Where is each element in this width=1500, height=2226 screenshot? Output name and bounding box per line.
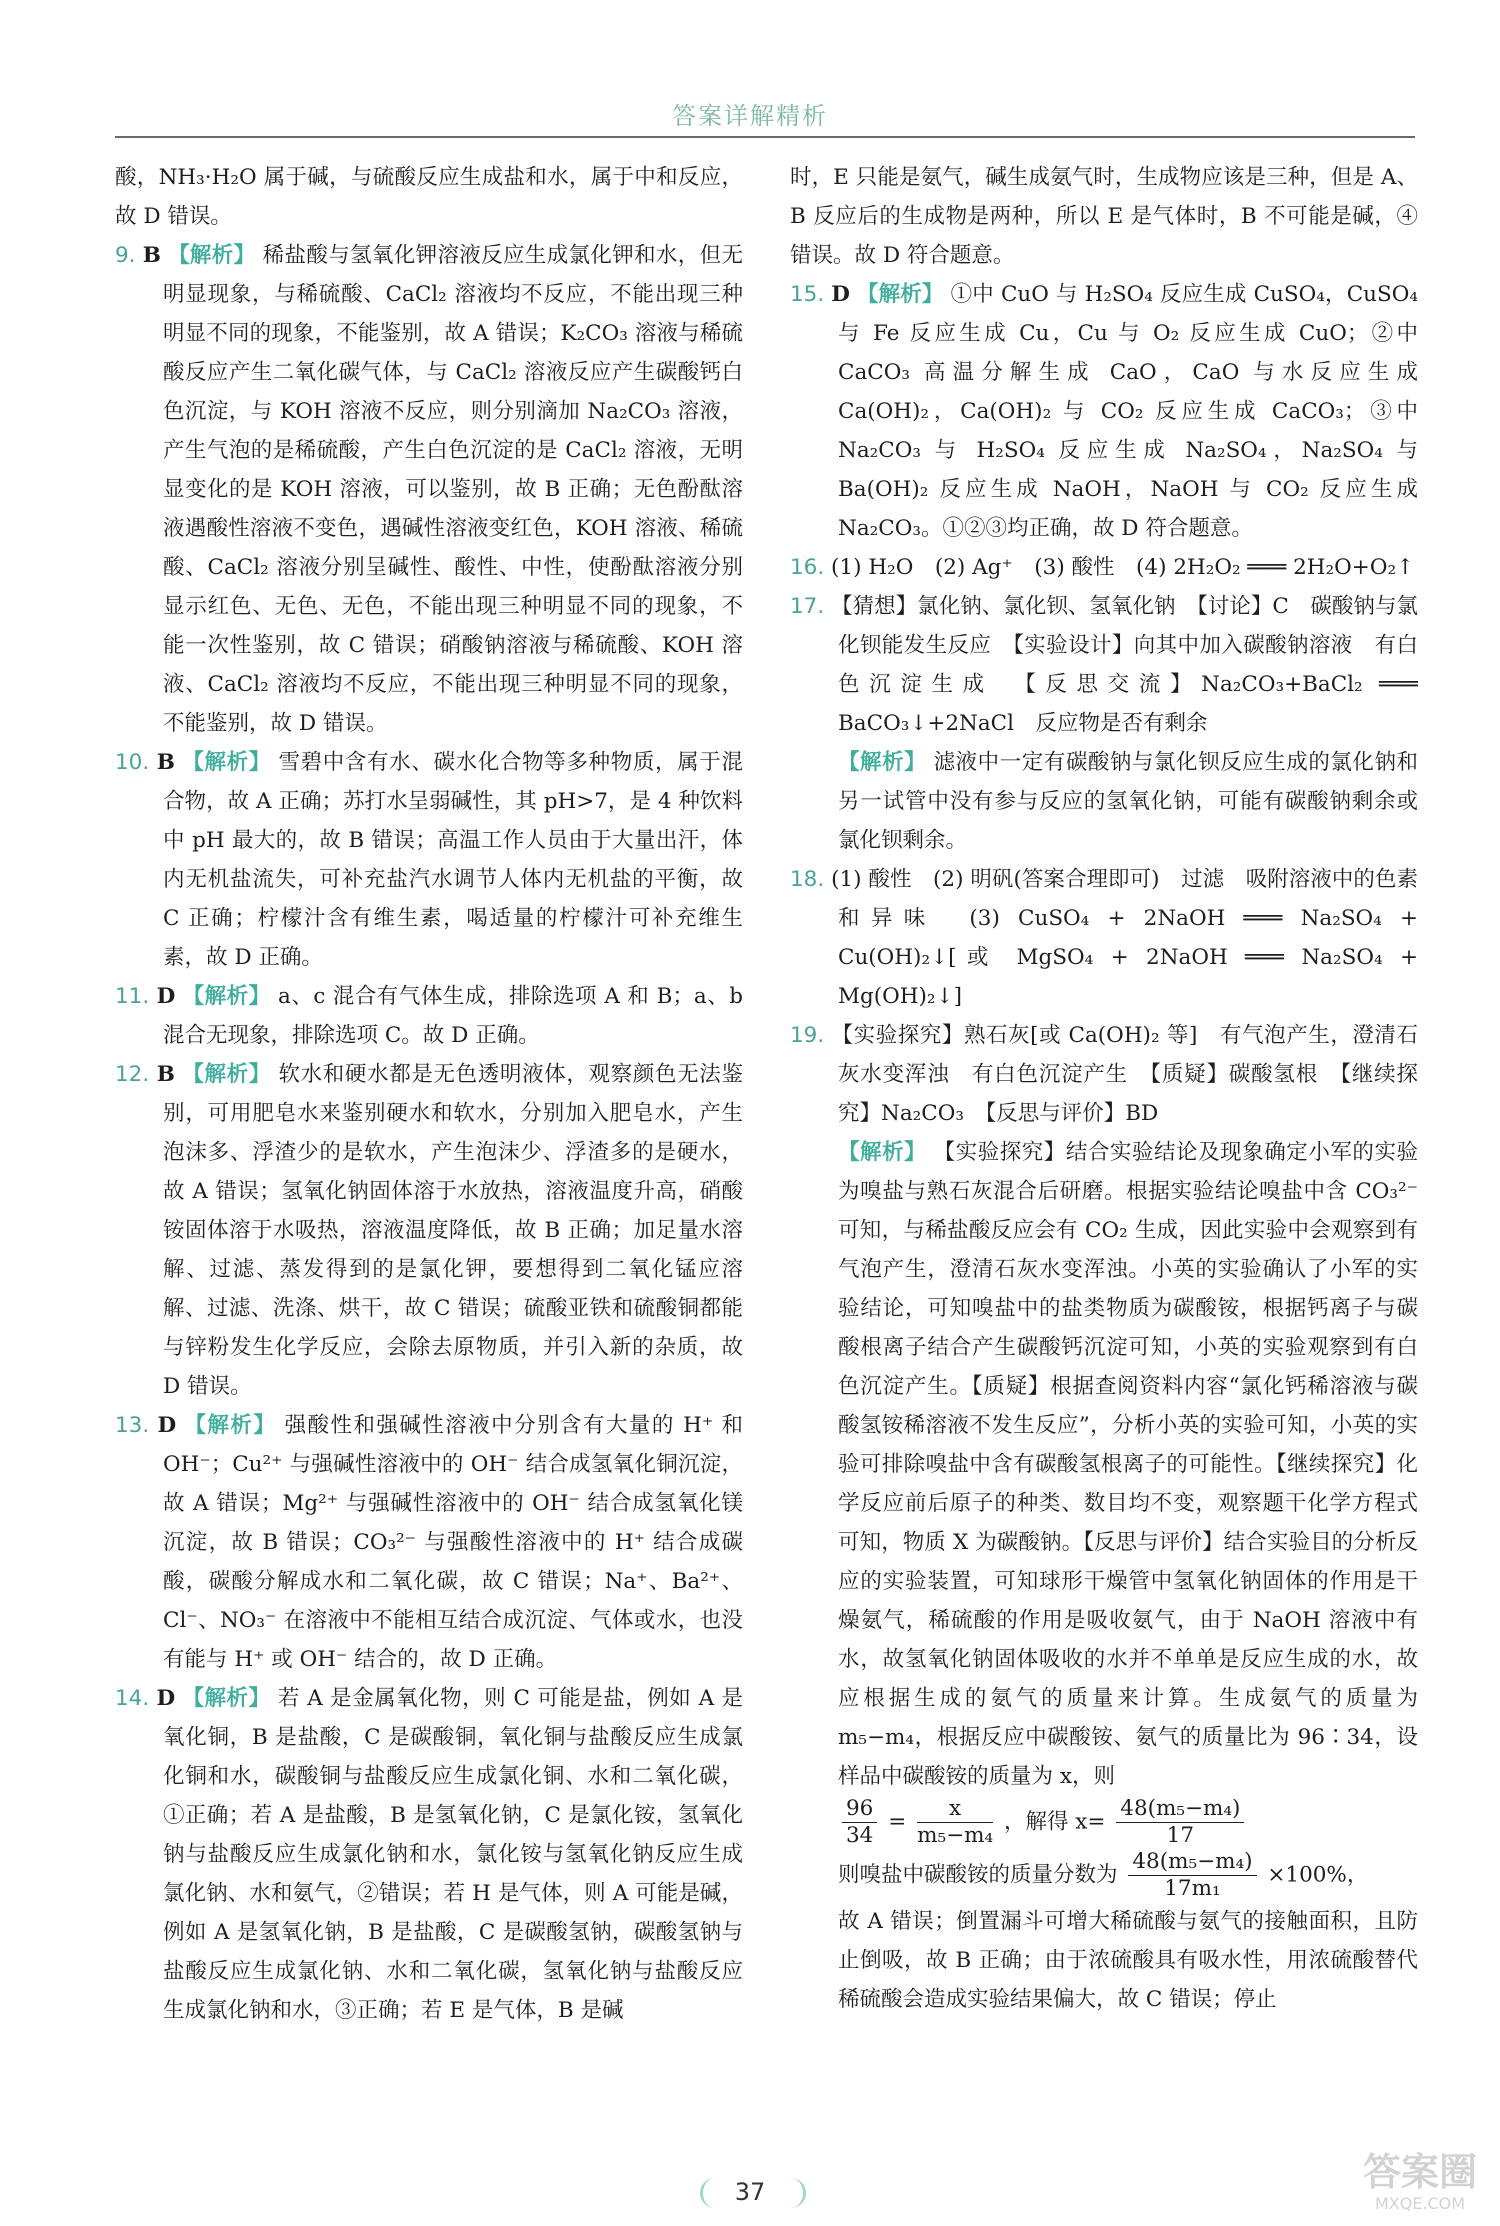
item-text: 稀盐酸与氢氧化钾溶液反应生成氯化钾和水，但无明显现象，与稀硫酸、CaCl₂ 溶液均不反应，不能出现三种明显不同的现象，不能鉴别，故 A 错误；K₂CO₃ 溶液与稀硫酸反应产生二氧化碳气体，与 CaCl₂ 溶液反应产生碳酸钙白色沉淀，与 KOH 溶液不反应，则分别滴加 Na₂CO₃ 溶液，产生气泡的是稀硫酸，产生白色沉淀的是 CaCl₂ 溶液，无明显变化的是 KOH 溶液，可以鉴别，故 B 正确；无色酚酞溶液遇酸性溶液不变色，遇碱性溶液变红色，KOH 溶液、稀硫酸、CaCl₂ 溶液分别呈碱性、酸性、中性，使酚酞溶液分别显示红色、无色、无色，不能出现三种明显不同的现象，不能一次性鉴别，故 C 错误；硝酸钠溶液与稀硫酸、KOH 溶液、CaCl₂ 溶液均不反应，不能出现三种明显不同的现象，不能鉴别，故 D 错误。 — [163, 243, 743, 736]
answer-item — [115, 158, 743, 236]
item-number: 15. — [790, 282, 825, 307]
item-number: 14. — [115, 1686, 150, 1711]
item-number: 18. — [790, 867, 825, 892]
answer-item-16 — [790, 548, 1418, 587]
header-rule — [115, 136, 1415, 138]
right-column — [790, 158, 1418, 2118]
item-text: 时，E 只能是氨气，碱生成氨气时，生成物应该是三种，但是 A、B 反应后的生成物是两种，所以 E 是气体时，B 不可能是碱，④错误。故 D 符合题意。 — [790, 165, 1418, 268]
item-answer: B — [156, 1062, 175, 1087]
item-number: 13. — [115, 1413, 150, 1438]
answer-item-18 — [790, 860, 1418, 1016]
formula-text: 则嗅盐中碳酸铵的质量分数为 — [838, 1862, 1118, 1888]
formula-text: ，解得 x= — [1003, 1809, 1106, 1835]
answer-item-14 — [115, 1679, 743, 2030]
formula-line-2 — [790, 1849, 1418, 1902]
fraction: $\frac{\text{48(m₅−m₄)}}{17}$ — [1116, 1796, 1244, 1849]
item-answer: B — [142, 243, 161, 268]
page-number: 37 — [734, 2178, 766, 2206]
item-number: 10. — [115, 750, 150, 775]
analysis-17 — [790, 743, 1418, 860]
answer-item-10 — [115, 743, 743, 977]
analysis-tag: 【解析】 — [182, 750, 271, 775]
item-number: 17. — [790, 594, 825, 619]
item-answer: D — [157, 1413, 177, 1438]
equals-sign: = — [888, 1809, 907, 1835]
item-text: ①中 CuO 与 H₂SO₄ 反应生成 CuSO₄，CuSO₄ 与 Fe 反应生成 Cu，Cu 与 O₂ 反应生成 CuO；②中 CaCO₃ 高温分解生成 CaO，CaO 与水反应生成 Ca(OH)₂，Ca(OH)₂ 与 CO₂ 反应生成 CaCO₃；③中 Na₂CO₃ 与 H₂SO₄ 反应生成 Na₂SO₄，Na₂SO₄ 与 Ba(OH)₂ 反应生成 NaOH，NaOH 与 CO₂ 反应生成 Na₂CO₃。①②③均正确，故 D 符合题意。 — [838, 282, 1418, 541]
watermark-logo — [1345, 2150, 1495, 2222]
analysis-tag: 【解析】 — [182, 984, 271, 1009]
answer-item-11 — [115, 977, 743, 1055]
item-text: 【实验探究】熟石灰[或 Ca(OH)₂ 等] 有气泡产生，澄清石灰水变浑浊 有白色沉淀产生 【质疑】碳酸氢根 【继续探究】Na₂CO₃ 【反思与评价】BD — [831, 1023, 1418, 1126]
item-answer: B — [156, 750, 175, 775]
item-answer: D — [156, 1686, 176, 1711]
left-column — [115, 158, 743, 2118]
item-number: 12. — [115, 1062, 150, 1087]
item-text: 软水和硬水都是无色透明液体，观察颜色无法鉴别，可用肥皂水来鉴别硬水和软水，分别加入肥皂水，产生泡沫多、浮渣少的是软水，产生泡沫少、浮渣多的是硬水，故 A 错误；氢氧化钠固体溶于水放热，溶液温度升高，硝酸铵固体溶于水吸热，溶液温度降低，故 B 正确；加足量水溶解、过滤、蒸发得到的是氯化钾，要想得到二氧化锰应溶解、过滤、洗涤、烘干，故 C 错误；硫酸亚铁和硫酸铜都能与锌粉发生化学反应，会除去原物质，并引入新的杂质，故 D 错误。 — [163, 1062, 743, 1399]
item-answer: D — [831, 282, 850, 307]
watermark-logo-text: 答案圈 — [1362, 2150, 1477, 2194]
page-header-title: 答案详解精析 — [672, 102, 828, 130]
answer-item-13 — [115, 1406, 743, 1679]
analysis-tag: 【解析】 — [182, 1686, 271, 1711]
item-number: 9. — [115, 243, 136, 268]
analysis-tag: 【解析】 — [168, 243, 256, 268]
watermark-url: MXQE.COM — [1374, 2194, 1466, 2213]
analysis-tag: 【解析】 — [182, 1062, 271, 1087]
item-text: 强酸性和强碱性溶液中分别含有大量的 H⁺ 和 OH⁻；Cu²⁺ 与强碱性溶液中的 OH⁻ 结合成氢氧化铜沉淀，故 A 错误；Mg²⁺ 与强碱性溶液中的 OH⁻ 结合成氢氧化镁沉淀，故 B 错误；CO₃²⁻ 与强酸性溶液中的 H⁺ 结合成碳酸，碳酸分解成水和二氧化碳，故 C 错误；Na⁺、Ba²⁺、Cl⁻、NO₃⁻ 在溶液中不能相互结合成沉淀、气体或水，也没有能与 H⁺ 或 OH⁻ 结合的，故 D 正确。 — [163, 1413, 743, 1672]
item-text: 若 A 是金属氧化物，则 C 可能是盐，例如 A 是氧化铜，B 是盐酸，C 是碳酸铜，氧化铜与盐酸反应生成氯化铜和水，碳酸铜与盐酸反应生成氯化铜、水和二氧化碳，①正确；若 A 是盐酸，B 是氢氧化钠，C 是氯化铵，氢氧化钠与盐酸反应生成氯化钠和水，氯化铵与氢氧化钠反应生成氯化钠、水和氨气，②错误；若 H 是气体，则 A 可能是碱，例如 A 是氢氧化钠，B 是盐酸，C 是碳酸氢钠，碳酸氢钠与盐酸反应生成氯化钠、水和二氧化碳，氢氧化钠与盐酸反应生成氯化钠和水，③正确；若 E 是气体，B 是碱 — [163, 1686, 743, 2023]
analysis-19 — [790, 1133, 1418, 1796]
item-continuation — [790, 1902, 1418, 2019]
item-text: 酸，NH₃·H₂O 属于碱，与硫酸反应生成盐和水，属于中和反应，故 D 错误。 — [115, 165, 743, 229]
analysis-tag: 【解析】 — [184, 1413, 277, 1438]
item-text: 【实验探究】结合实验结论及现象确定小军的实验为嗅盐与熟石灰混合后研磨。根据实验结论嗅盐中含 CO₃²⁻ 可知，与稀盐酸反应会有 CO₂ 生成，因此实验中会观察到有气泡产生，澄清石灰水变浑浊。小英的实验确认了小军的实验结论，可知嗅盐中的盐类物质为碳酸铵，根据钙离子与碳酸根离子结合产生碳酸钙沉淀可知，小英的实验观察到有白色沉淀产生。【质疑】根据查阅资料内容“氯化钙稀溶液与碳酸氢铵稀溶液不发生反应”，分析小英的实验可知，小英的实验可排除嗅盐中含有碳酸氢根离子的可能性。【继续探究】化学反应前后原子的种类、数目均不变，观察题干化学方程式可知，物质 X 为碳酸钠。【反思与评价】结合实验目的分析反应的实验装置，可知球形干燥管中氢氧化钠固体的作用是干燥氨气，稀硫酸的作用是吸收氨气，由于 NaOH 溶液中有水，故氢氧化钠固体吸收的水并不单单是反应生成的水，故应根据生成的氨气的质量来计算。生成氨气的质量为 m₅−m₄，根据反应中碳酸铵、氨气的质量比为 96∶34，设样品中碳酸铵的质量为 x，则 — [838, 1140, 1418, 1789]
item-number: 11. — [115, 984, 150, 1009]
item-answer: D — [156, 984, 176, 1009]
answer-item-19 — [790, 1016, 1418, 1133]
answer-item-15 — [790, 275, 1418, 548]
item-number: 19. — [790, 1023, 825, 1048]
analysis-tag: 【解析】 — [838, 750, 927, 775]
item-text: a、c 混合有气体生成，排除选项 A 和 B；a、b 混合无现象，排除选项 C。故 D 正确。 — [163, 984, 743, 1048]
analysis-tag: 【解析】 — [856, 282, 944, 307]
answer-item-9 — [115, 236, 743, 743]
item-text: (1) 酸性 (2) 明矾(答案合理即可) 过滤 吸附溶液中的色素和异味 (3) CuSO₄ + 2NaOH ═══ Na₂SO₄ + Cu(OH)₂↓[或 MgSO₄ + 2NaOH ═══ Na₂SO₄ + Mg(OH)₂↓] — [831, 867, 1418, 1009]
item-text: 【猜想】氯化钠、氯化钡、氢氧化钠 【讨论】C 碳酸钠与氯化钡能发生反应 【实验设计】向其中加入碳酸钠溶液 有白色沉淀生成 【反思交流】Na₂CO₃+BaCl₂ ═══ BaCO₃↓+2NaCl 反应物是否有剩余 — [831, 594, 1418, 736]
item-text: (1) H₂O (2) Ag⁺ (3) 酸性 (4) 2H₂O₂ ═══ 2H₂O+O₂↑ — [831, 555, 1415, 580]
answer-item — [790, 158, 1418, 275]
item-number: 16. — [790, 555, 825, 580]
answer-item-17 — [790, 587, 1418, 743]
formula-text: ×100%， — [1267, 1862, 1369, 1888]
analysis-tag: 【解析】 — [838, 1140, 927, 1165]
answer-item-12 — [115, 1055, 743, 1406]
item-text: 故 A 错误；倒置漏斗可增大稀硫酸与氨气的接触面积，且防止倒吸，故 B 正确；由于浓硫酸具有吸水性，用浓硫酸替代稀硫酸会造成实验结果偏大，故 C 错误；停止 — [838, 1909, 1418, 2012]
fraction: $\frac{96}{34}$ — [842, 1796, 877, 1849]
fraction: $\frac{x}{\text{m₅−m₄}}$ — [917, 1796, 994, 1848]
item-text: 滤液中一定有碳酸钠与氯化钡反应生成的氯化钠和另一试管中没有参与反应的氢氧化钠，可能有碳酸钠剩余或氯化钡剩余。 — [838, 750, 1418, 853]
fraction: $\frac{\text{48(m₅−m₄)}}{\text{17m₁}}$ — [1128, 1849, 1256, 1902]
formula-line-1 — [790, 1796, 1418, 1849]
item-text: 雪碧中含有水、碳水化合物等多种物质，属于混合物，故 A 正确；苏打水呈弱碱性，其 pH>7，是 4 种饮料中 pH 最大的，故 B 错误；高温工作人员由于大量出汗，体内无机盐流失，可补充盐汽水调节人体内无机盐的平衡，故 C 正确；柠檬汁含有维生素，喝适量的柠檬汁可补充维生素，故 D 正确。 — [163, 750, 743, 970]
